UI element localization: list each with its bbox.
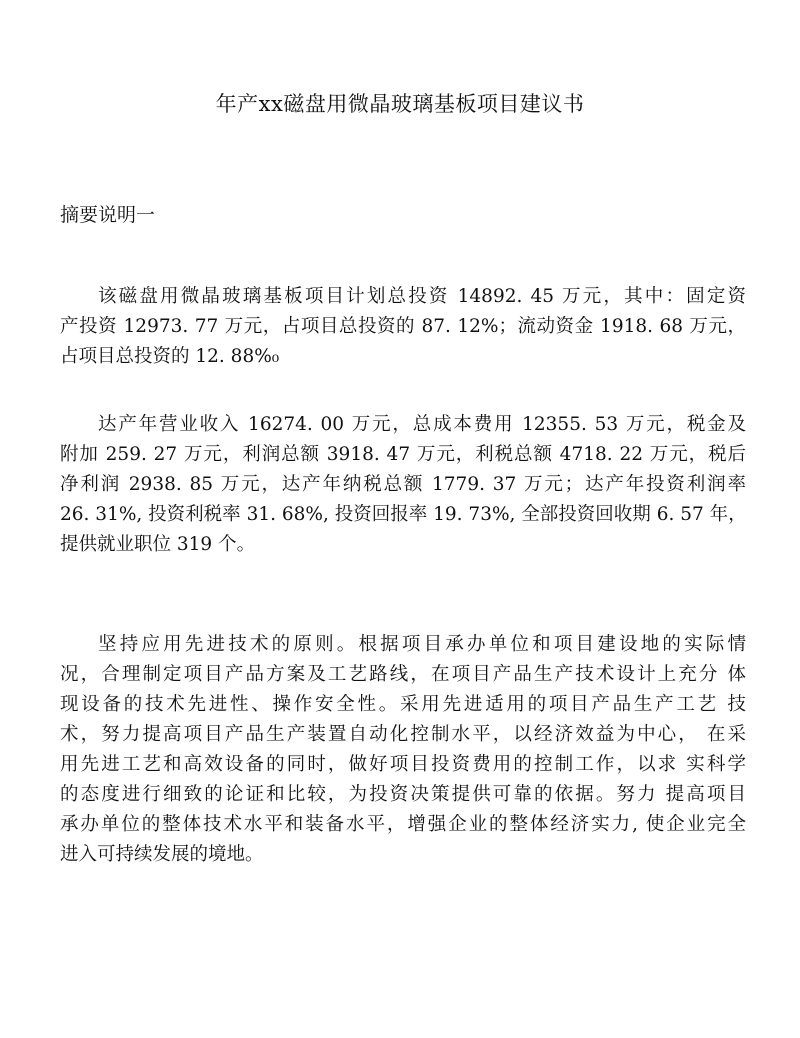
paragraph-line: 术，努力提高项目产品生产装置自动化控制水平，以经济效益为中心， 在采 (60, 724, 746, 745)
paragraph-line: 现设备的技术先进性、操作安全性。采用先进适用的项目产品生产工艺 技 (60, 694, 746, 715)
paragraph-line: 坚持应用先进技术的原则。根据项目承办单位和项目建设地的实际情 (98, 634, 746, 655)
paragraph-line: 况，合理制定项目产品方案及工艺路线，在项目产品生产技术设计上充分 体 (60, 664, 746, 685)
paragraph-line: 提供就业职位 319 个。 (60, 534, 256, 555)
paragraph-line: 产投资 12973. 77 万元，占项目总投资的 87. 12%；流动资金 1918. 68 万元， (60, 316, 746, 337)
paragraph-line: 附加 259. 27 万元，利润总额 3918. 47 万元，利税总额 4718. 22 万元，税后 (60, 444, 746, 465)
paragraph-line: 26. 31%, 投资利税率 31. 68%, 投资回报率 19. 73%, 全部投资回收期 6. 57 年， (60, 504, 747, 525)
paragraph-line: 达产年营业收入 16274. 00 万元，总成本费用 12355. 53 万元，税金及 (98, 414, 746, 435)
paragraph-investment (60, 282, 746, 372)
paragraph-revenue (60, 410, 746, 560)
paragraph-technology-principle (60, 630, 746, 870)
paragraph-line: 用先进工艺和高效设备的同时，做好项目投资费用的控制工作，以求 实科学 (60, 754, 746, 775)
section-heading: 摘要说明一 (60, 204, 156, 226)
document-title: 年产xx磁盘用微晶玻璃基板项目建议书 (215, 92, 585, 116)
paragraph-line: 该磁盘用微晶玻璃基板项目计划总投资 14892. 45 万元，其中：固定资 (98, 286, 746, 307)
paragraph-line: 占项目总投资的 12. 88%₀ (60, 346, 280, 367)
paragraph-line: 的态度进行细致的论证和比较，为投资决策提供可靠的依据。努力 提高项目 (60, 784, 746, 805)
paragraph-line: 净利润 2938. 85 万元，达产年纳税总额 1779. 37 万元；达产年投资利润率 (60, 474, 746, 495)
paragraph-line: 进入可持续发展的境地。 (60, 844, 264, 865)
paragraph-line: 承办单位的整体技术水平和装备水平，增强企业的整体经济实力, 使企业完全 (60, 814, 746, 835)
